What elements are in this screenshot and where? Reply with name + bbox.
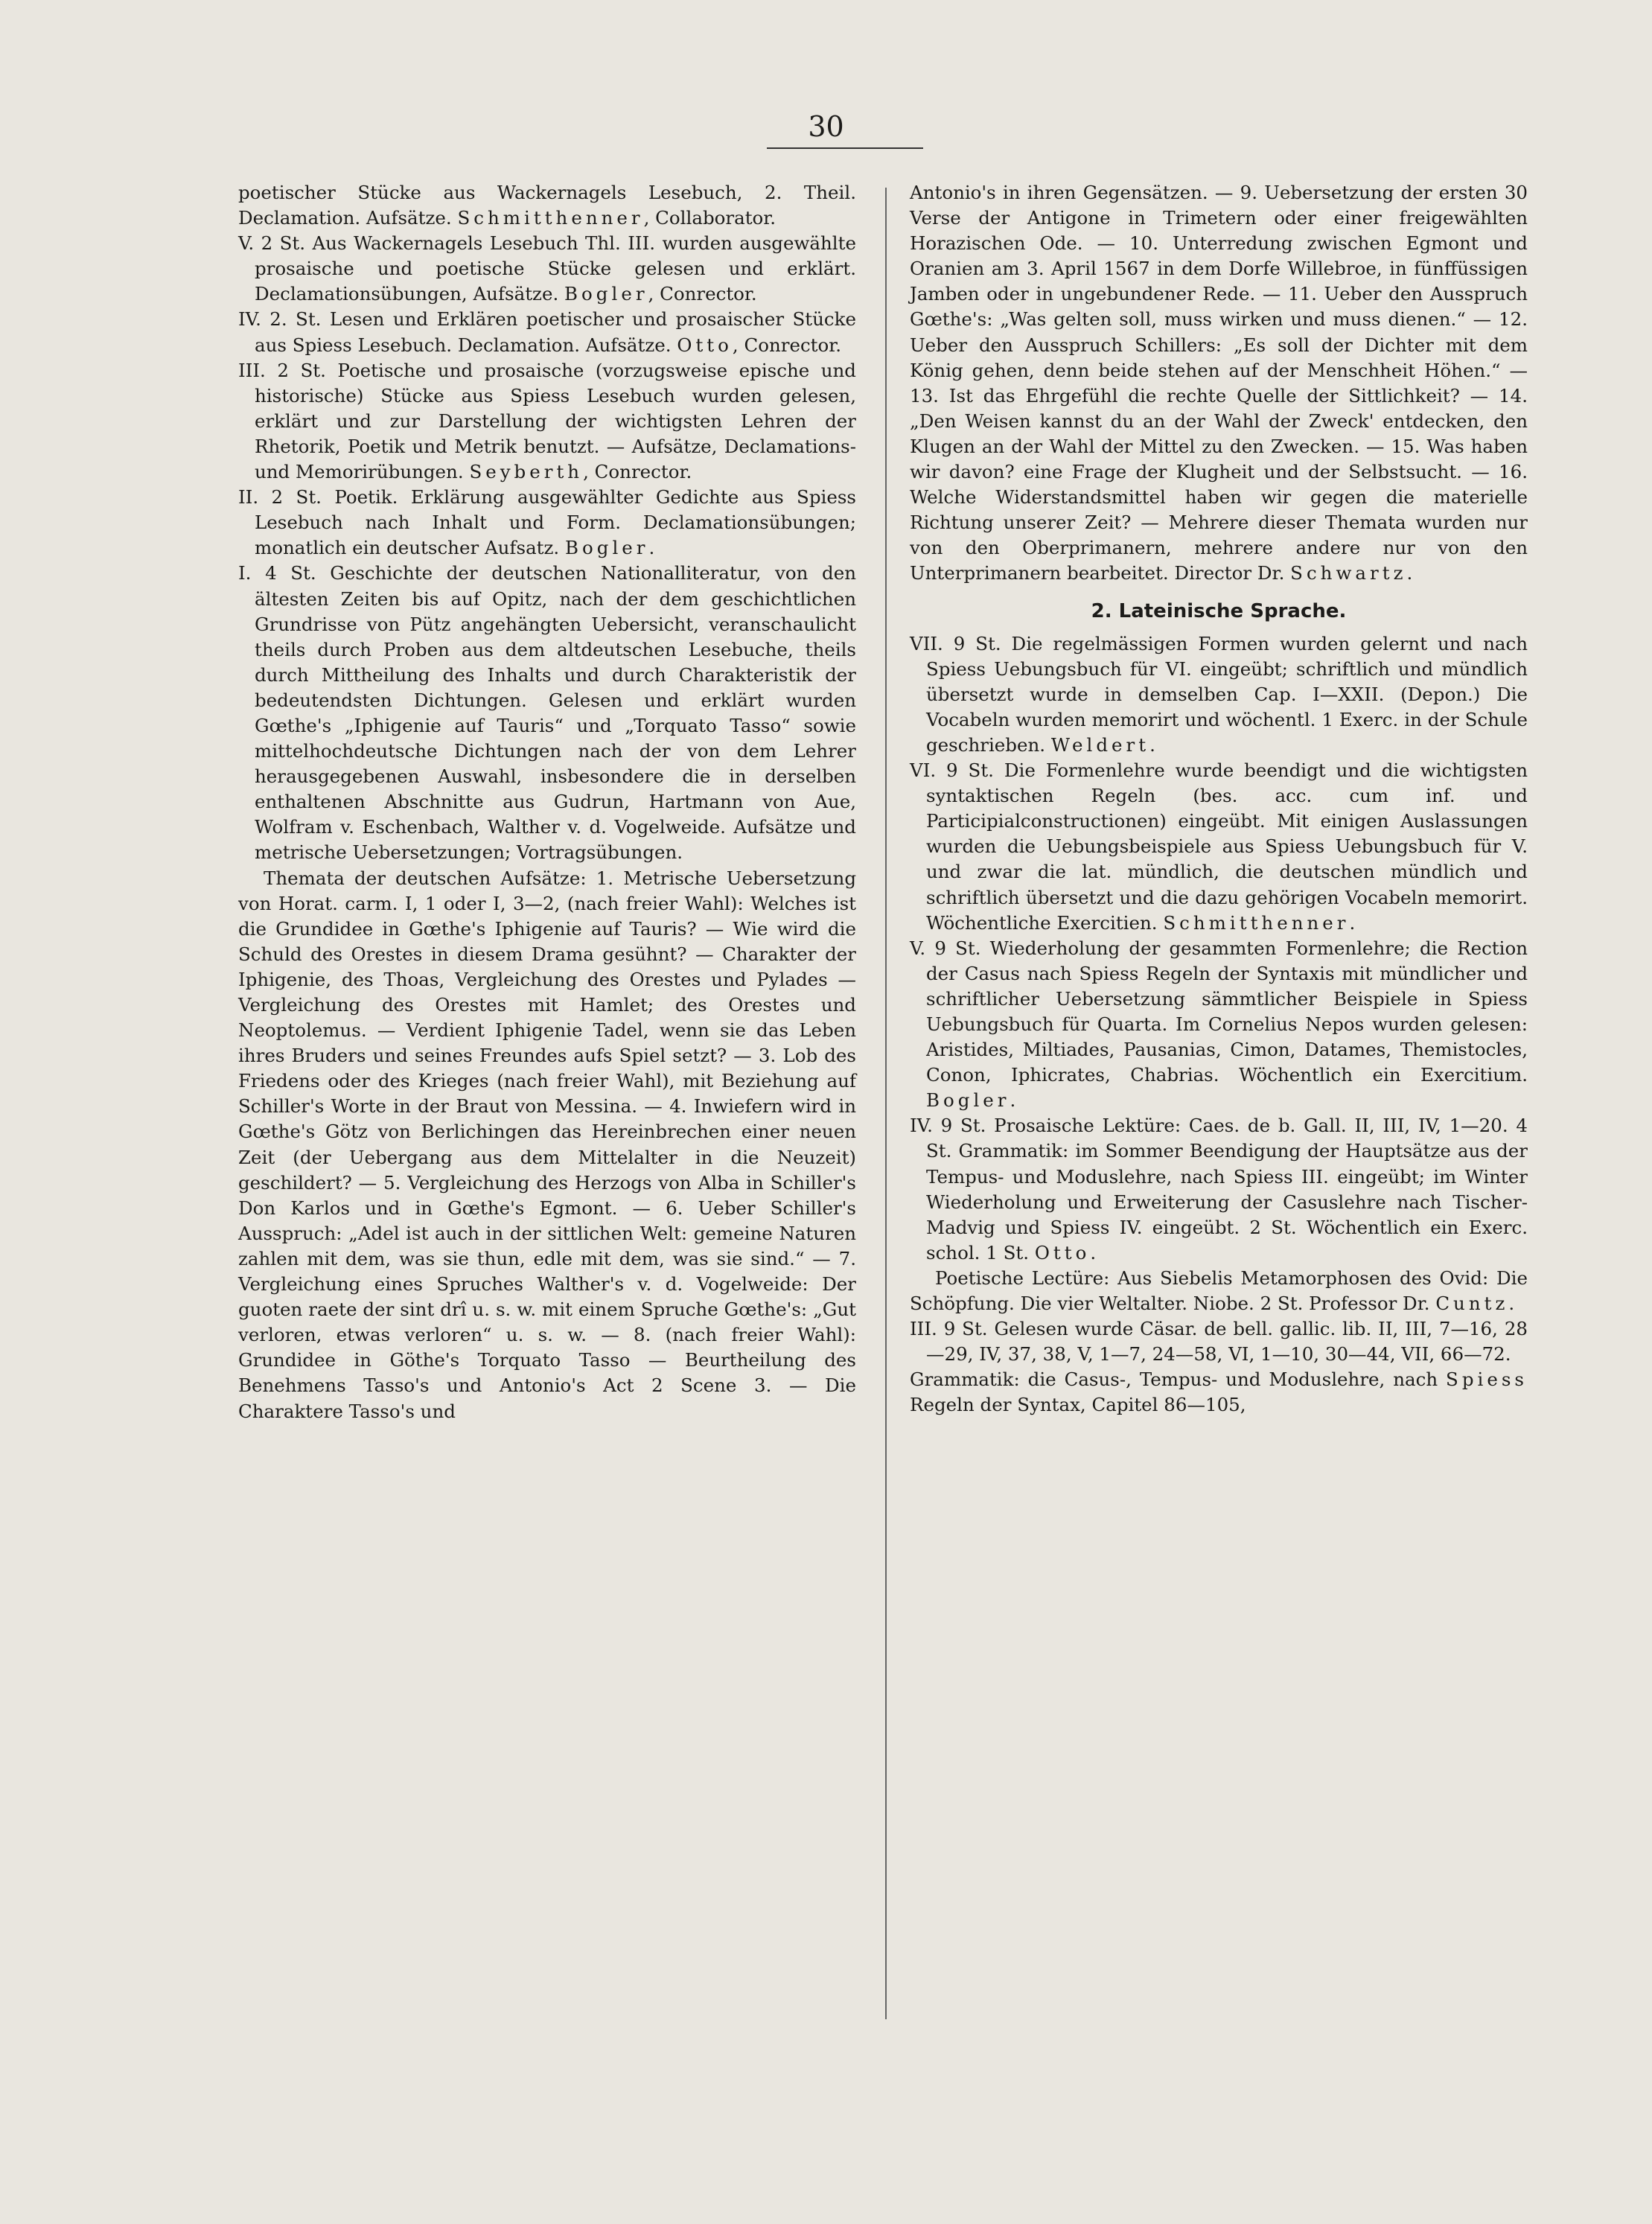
teacher-name: Schmitthenner bbox=[1163, 911, 1350, 934]
teacher-name: Schwartz bbox=[1290, 562, 1407, 584]
paragraph bbox=[910, 180, 1528, 587]
right-column bbox=[910, 180, 1528, 1418]
teacher-name: Schmitthenner bbox=[457, 207, 644, 229]
name-suffix: , Collaborator. bbox=[643, 207, 776, 229]
teacher-name: Weldert bbox=[1050, 733, 1150, 756]
paragraph bbox=[910, 1113, 1528, 1266]
paragraph bbox=[910, 936, 1528, 1114]
paragraph bbox=[238, 358, 856, 485]
paragraph-text: III. 9 St. Gelesen wurde Cäsar. de bell. gallic. lib. II, III, 7—16, 28—29, IV, 37, 38, V, 1—7, 24—58, VI, 1—10, 30—44, VII, 66—72. bbox=[910, 1318, 1528, 1366]
paragraph-text: IV. 9 St. Prosaische Lektüre: Caes. de b. Gall. II, III, IV, 1—20. 4 St. Grammatik: im Sommer Beendigung der Hauptsätze aus der Tempus- und Moduslehre, nach Spiess III. eingeübt; im Winter Wiederholung und Erweiterung der Casuslehre nach Tischer-Madvig und Spiess IV. eingeübt. 2 St. Wöchentlich ein Exerc. schol. 1 St. bbox=[910, 1115, 1528, 1264]
name-suffix: . bbox=[1149, 733, 1155, 756]
paragraph bbox=[238, 307, 856, 357]
name-suffix: , Conrector. bbox=[648, 283, 757, 305]
column-divider bbox=[885, 188, 887, 2019]
name-suffix: . bbox=[1508, 1293, 1515, 1315]
paragraph-text: Themata der deutschen Aufsätze: 1. Metrische Uebersetzung von Horat. carm. I, 1 oder I, 3—2, (nach freier Wahl): Welches ist die Grundidee in Gœthe's Iphigenie auf Tauris? — Wie wird die Schuld des Orestes in diesem Drama gesühnt? — Charakter der Iphigenie, des Thoas, Vergleichung des Orestes und Pylades — Vergleichung des Orestes mit Hamlet; des Orestes und Neoptolemus. — Verdient Iphigenie Tadel, wenn sie das Leben ihres Bruders und seines Freundes aufs Spiel setzt? — 3. Lob des Friedens oder des Krieges (nach freier Wahl), mit Beziehung auf Schiller's Worte in der Braut von Messina. — 4. Inwiefern wird in Gœthe's Götz von Berlichingen das Hereinbrechen einer neuen Zeit (der Uebergang aus dem Mittelalter in die Neuzeit) geschildert? — 5. Vergleichung des Herzogs von Alba in Schiller's Don Karlos und in Gœthe's Egmont. — 6. Ueber Schiller's Ausspruch: „Adel ist auch in der sittlichen Welt: gemeine Naturen zahlen mit dem, was sie thun, edle mit dem, was sie sind.“ — 7. Vergleichung eines Spruches Walther's v. d. Vogelweide: Der guoten raete der sint drî u. s. w. mit einem Spruche Gœthe's: „Gut verloren, etwas verloren“ u. s. w. — 8. (nach freier Wahl): Grundidee in Göthe's Torquato Tasso — Beurtheilung des Benehmens Tasso's und Antonio's Act 2 Scene 3. — Die Charaktere Tasso's und bbox=[238, 867, 856, 1422]
page-number-rule bbox=[767, 147, 923, 149]
name-suffix: . bbox=[1090, 1241, 1097, 1264]
name-suffix: . bbox=[1010, 1089, 1016, 1112]
paragraph-text: 2. Lateinische Sprache. bbox=[1091, 599, 1347, 622]
name-suffix: , Conrector. bbox=[583, 461, 692, 483]
paragraph-text: V. 9 St. Wiederholung der gesammten Formenlehre; die Rection der Casus nach Spiess Regeln der Syntaxis mit mündlicher und schriftlicher Uebersetzung sämmtlicher Beispiele in Spiess Uebungsbuch für Quarta. Im Cornelius Nepos wurden gelesen: Aristides, Miltiades, Pausanias, Cimon, Datames, Themistocles, Conon, Iphicrates, Chabrias. Wöchentlich ein Exercitium. bbox=[910, 937, 1528, 1086]
name-suffix: Regeln der Syntax, Capitel 86—105, bbox=[910, 1394, 1246, 1416]
name-suffix: . bbox=[1349, 911, 1356, 934]
paragraph bbox=[910, 758, 1528, 936]
left-column bbox=[238, 180, 856, 1424]
paragraph bbox=[910, 631, 1528, 758]
teacher-name: Bogler bbox=[926, 1089, 1010, 1112]
paragraph bbox=[238, 231, 856, 307]
teacher-name: Spiess bbox=[1446, 1369, 1528, 1391]
paragraph-text: Poetische Lectüre: Aus Siebelis Metamorphosen des Ovid: Die Schöpfung. Die vier Weltalter. Niobe. 2 St. Professor Dr. bbox=[910, 1266, 1528, 1315]
paragraph bbox=[910, 1316, 1528, 1367]
paragraph-text: Grammatik: die Casus-, Tempus- und Moduslehre, nach bbox=[910, 1369, 1438, 1391]
name-suffix: , Conrector. bbox=[732, 334, 842, 356]
teacher-name: Otto bbox=[677, 334, 733, 356]
paragraph-text: VI. 9 St. Die Formenlehre wurde beendigt und die wichtigsten syntaktischen Regeln (bes. acc. cum inf. und Participialconstructionen) eingeübt. Mit einigen Auslassungen wurden die Uebungsbeispiele aus Spiess Uebungsbuch für V. und zwar die lat. mündlich, die deutschen mündlich und schriftlich übersetzt und die dazu gehörigen Vocabeln memorirt. Wöchentliche Exercitien. bbox=[910, 759, 1528, 934]
name-suffix: . bbox=[648, 537, 655, 559]
paragraph-text: IV. 2. St. Lesen und Erklären poetischer und prosaischer Stücke aus Spiess Lesebuch. Declamation. Aufsätze. bbox=[238, 308, 856, 356]
paragraph-text: I. 4 St. Geschichte der deutschen Nationalliteratur, von den ältesten Zeiten bis auf Opitz, nach der dem geschichtlichen Grundrisse von Pütz angehängten Uebersicht, veranschaulicht theils durch Proben aus dem altdeutschen Lesebuche, theils durch Mittheilung des Inhalts und durch Charakteristik der bedeutendsten Dichtungen. Gelesen und erklärt wurden Gœthe's „Iphigenie auf Tauris“ und „Torquato Tasso“ sowie mittelhochdeutsche Dichtungen nach der von dem Lehrer herausgegebenen Auswahl, insbesondere die in derselben enthaltenen Abschnitte aus Gudrun, Hartmann von Aue, Wolfram v. Eschenbach, Walther v. d. Vogelweide. Aufsätze und metrische Uebersetzungen; Vortragsübungen. bbox=[238, 562, 856, 864]
paragraph bbox=[238, 485, 856, 561]
paragraph bbox=[910, 1367, 1528, 1418]
paragraph-text: III. 2 St. Poetische und prosaische (vorzugsweise epische und historische) Stücke aus Spiess Lesebuch wurden gelesen, erklärt und zur Darstellung der wichtigsten Lehren der Rhetorik, Poetik und Metrik benutzt. — Aufsätze, Declamations- und Memorirübungen. bbox=[238, 359, 856, 483]
teacher-name: Bogler bbox=[565, 537, 649, 559]
paragraph bbox=[910, 1266, 1528, 1316]
paragraph bbox=[238, 866, 856, 1424]
paragraph-text: poetischer Stücke aus Wackernagels Lesebuch, 2. Theil. Declamation. Aufsätze. bbox=[238, 182, 856, 229]
teacher-name: Otto bbox=[1034, 1241, 1091, 1264]
paragraph-text: V. 2 St. Aus Wackernagels Lesebuch Thl. III. wurden ausgewählte prosaische und poetische Stücke gelesen und erklärt. Declamationsübungen, Aufsätze. bbox=[238, 232, 856, 305]
paragraph bbox=[238, 561, 856, 865]
paragraph-text: Antonio's in ihren Gegensätzen. — 9. Uebersetzung der ersten 30 Verse der Antigone in Trimetern oder einer freigewählten Horazischen Ode. — 10. Unterredung zwischen Egmont und Oranien am 3. April 1567 in dem Dorfe Willebroe, in fünffüssigen Jamben oder in ungebundener Rede. — 11. Ueber den Ausspruch Gœthe's: „Was gelten soll, muss wirken und muss dienen.“ — 12. Ueber den Ausspruch Schillers: „Es soll der Dichter mit dem König gehen, denn beide stehen auf der Menschheit Höhen.“ — 13. Ist das Ehrgefühl die rechte Quelle der Sittlichkeit? — 14. „Den Weisen kannst du an der Wahl der Zweck' entdecken, den Klugen an der Wahl der Mittel zu den Zwecken. — 15. Was haben wir davon? eine Frage der Klugheit und der Selbstsucht. — 16. Welche Widerstandsmittel haben wir gegen die materielle Richtung unserer Zeit? — Mehrere dieser Themata wurden nur von den Oberprimanern, mehrere andere nur von den Unterprimanern bearbeitet. Director Dr. bbox=[910, 182, 1528, 584]
name-suffix: . bbox=[1406, 562, 1413, 584]
teacher-name: Cuntz bbox=[1435, 1293, 1509, 1315]
section-heading bbox=[910, 599, 1528, 624]
page-number: 30 bbox=[808, 110, 844, 143]
paragraph bbox=[238, 180, 856, 231]
teacher-name: Bogler bbox=[564, 283, 648, 305]
paragraph-text: VII. 9 St. Die regelmässigen Formen wurden gelernt und nach Spiess Uebungsbuch für VI. eingeübt; schriftlich und mündlich übersetzt wurde in demselben Cap. I—XXII. (Depon.) Die Vocabeln wurden memorirt und wöchentl. 1 Exerc. in der Schule geschrieben. bbox=[910, 632, 1528, 756]
paragraph-text: II. 2 St. Poetik. Erklärung ausgewählter Gedichte aus Spiess Lesebuch nach Inhalt und Form. Declamationsübungen; monatlich ein deutscher Aufsatz. bbox=[238, 486, 856, 559]
teacher-name: Seyberth bbox=[469, 461, 584, 483]
